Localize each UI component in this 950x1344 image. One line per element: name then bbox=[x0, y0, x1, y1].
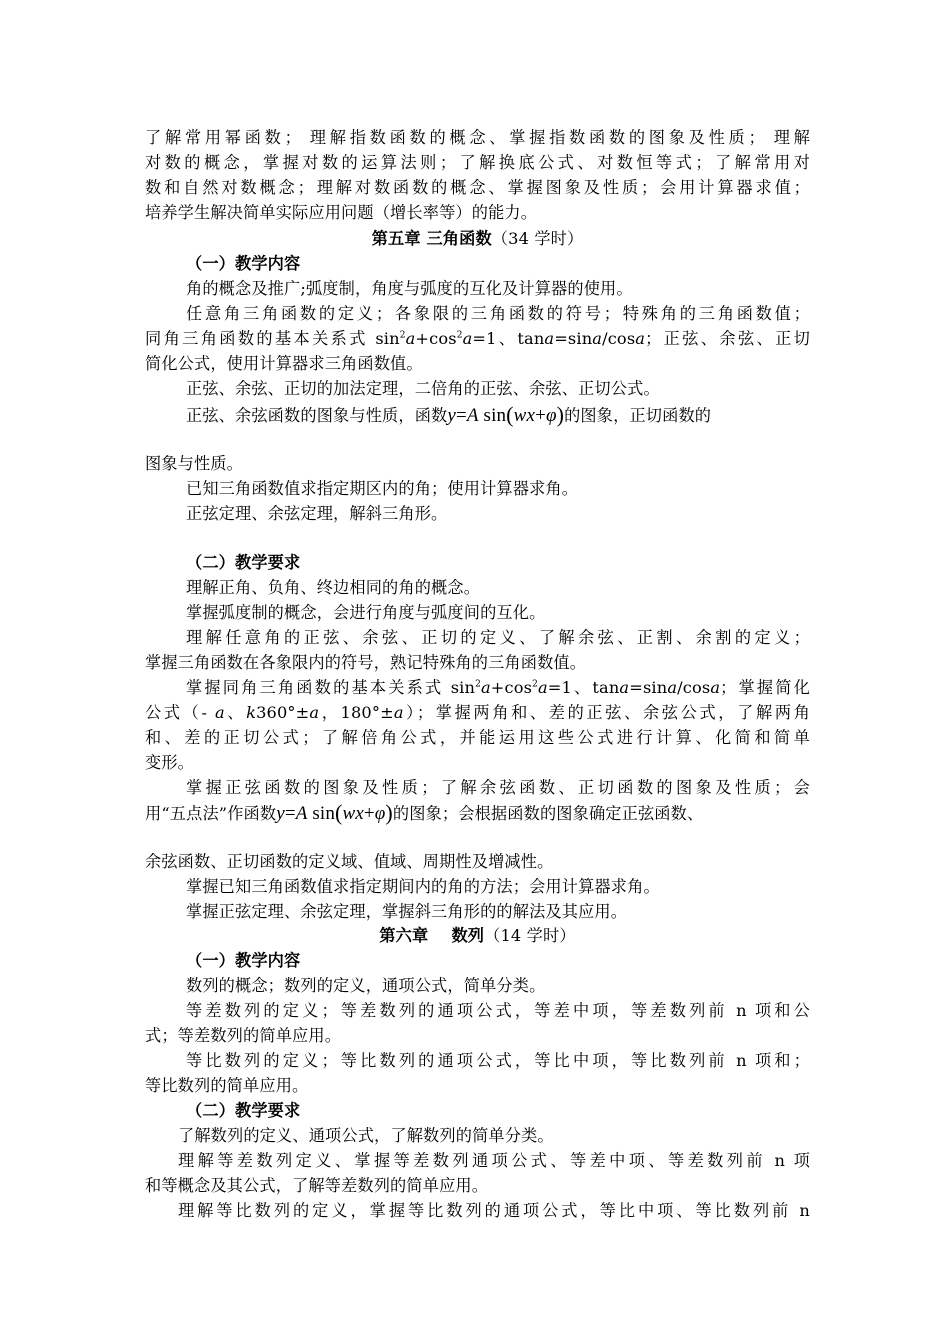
paragraph-line: 了解常用幂函数； 理解指数函数的概念、掌握指数函数的图象及性质； 理解 bbox=[145, 128, 810, 147]
section-heading: （一）教学内容 bbox=[186, 951, 301, 970]
paragraph-line: 图象与性质。 bbox=[145, 454, 244, 473]
paragraph-line: 正弦定理、余弦定理，解斜三角形。 bbox=[186, 504, 448, 523]
paragraph-line: 公式（- a、k360°±a，180°±a）；掌握两角和、差的正弦、余弦公式，了解两角 bbox=[145, 703, 810, 722]
section-heading: （二）教学要求 bbox=[186, 553, 301, 572]
chapter-title: 第六章 数列 bbox=[379, 926, 485, 945]
chapter-hours: （14 学时） bbox=[484, 926, 576, 945]
formula: y=A sin(wx+φ) bbox=[447, 402, 565, 427]
paragraph-line: 同角三角函数的基本关系式 $\sin^2a+\cos^2a=1$、tana=sina/cosa；正弦、余弦、正切 bbox=[145, 329, 810, 348]
paragraph-line: 掌握正弦定理、余弦定理，掌握斜三角形的的解法及其应用。 bbox=[186, 902, 628, 921]
paragraph-line: 数列的概念；数列的定义，通项公式，简单分类。 bbox=[186, 976, 546, 995]
paragraph-line: 式；等差数列的简单应用。 bbox=[145, 1026, 342, 1045]
paragraph-line: 简化公式，使用计算器求三角函数值。 bbox=[145, 354, 423, 373]
paragraph-line: 余弦函数、正切函数的定义域、值域、周期性及增减性。 bbox=[145, 852, 554, 871]
paragraph-line: 数和自然对数概念；理解对数函数的概念、掌握图象及性质；会用计算器求值； bbox=[145, 178, 810, 197]
paragraph-line: 理解等差数列定义、掌握等差数列通项公式、等差中项、等差数列前 n 项 bbox=[178, 1151, 810, 1170]
paragraph-line: 掌握弧度制的概念，会进行角度与弧度间的互化。 bbox=[186, 603, 546, 622]
paragraph-line: 掌握已知三角函数值求指定期间内的角的方法；会用计算器求角。 bbox=[186, 877, 660, 896]
paragraph-line: 和、差的正切公式；了解倍角公式，并能运用这些公式进行计算、化简和简单 bbox=[145, 728, 810, 747]
paragraph-line: 理解正角、负角、终边相同的角的概念。 bbox=[186, 578, 481, 597]
paragraph-line: 等比数列的定义；等比数列的通项公式，等比中项，等比数列前 n 项和； bbox=[186, 1051, 810, 1070]
paragraph-line: 角的概念及推广;弧度制，角度与弧度的互化及计算器的使用。 bbox=[186, 279, 633, 298]
chapter-title: 第五章 三角函数 bbox=[371, 229, 492, 248]
section-heading: （一）教学内容 bbox=[186, 254, 301, 273]
paragraph-line: 掌握三角函数在各象限内的符号，熟记特殊角的三角函数值。 bbox=[145, 653, 587, 672]
paragraph-line: 掌握正弦函数的图象及性质；了解余弦函数、正切函数的图象及性质；会 bbox=[186, 778, 810, 797]
paragraph-line: 和等概念及其公式，了解等差数列的简单应用。 bbox=[145, 1176, 489, 1195]
paragraph-line: 理解任意角的正弦、余弦、正切的定义、了解余弦、正割、余割的定义； bbox=[186, 628, 810, 647]
paragraph-line: 培养学生解决简单实际应用问题（增长率等）的能力。 bbox=[145, 203, 538, 222]
paragraph-line: 等差数列的定义；等差数列的通项公式，等差中项，等差数列前 n 项和公 bbox=[186, 1001, 810, 1020]
paragraph-line: 正弦、余弦、正切的加法定理，二倍角的正弦、余弦、正切公式。 bbox=[186, 379, 660, 398]
chapter-6-heading bbox=[145, 924, 810, 948]
chapter-hours: （34 学时） bbox=[491, 229, 584, 248]
chapter-5-heading bbox=[145, 227, 810, 251]
paragraph-line: 正弦、余弦函数的图象与性质，函数y=A sin(wx+φ)的图象，正切函数的 bbox=[186, 402, 712, 427]
paragraph-line: 已知三角函数值求指定期区内的角；使用计算器求角。 bbox=[186, 479, 579, 498]
paragraph-line: 变形。 bbox=[145, 753, 195, 772]
paragraph-line: 任意角三角函数的定义；各象限的三角函数的符号；特殊角的三角函数值； bbox=[186, 304, 810, 323]
paragraph-line: 掌握同角三角函数的基本关系式 $\sin^2a+\cos^2a=1$、tana=sina/cosa；掌握简化 bbox=[186, 678, 810, 697]
paragraph-line: 等比数列的简单应用。 bbox=[145, 1076, 309, 1095]
paragraph-line: 理解等比数列的定义，掌握等比数列的通项公式，等比中项、等比数列前 n bbox=[178, 1201, 810, 1220]
section-heading: （二）教学要求 bbox=[186, 1101, 301, 1120]
formula: y=A sin(wx+φ) bbox=[276, 800, 393, 825]
paragraph-line: 了解数列的定义、通项公式，了解数列的简单分类。 bbox=[178, 1126, 554, 1145]
paragraph-line: 对数的概念，掌握对数的运算法则；了解换底公式、对数恒等式；了解常用对 bbox=[145, 153, 810, 172]
paragraph-line: 用“五点法”作函数y=A sin(wx+φ)的图象；会根据函数的图象确定正弦函数、 bbox=[145, 800, 704, 825]
